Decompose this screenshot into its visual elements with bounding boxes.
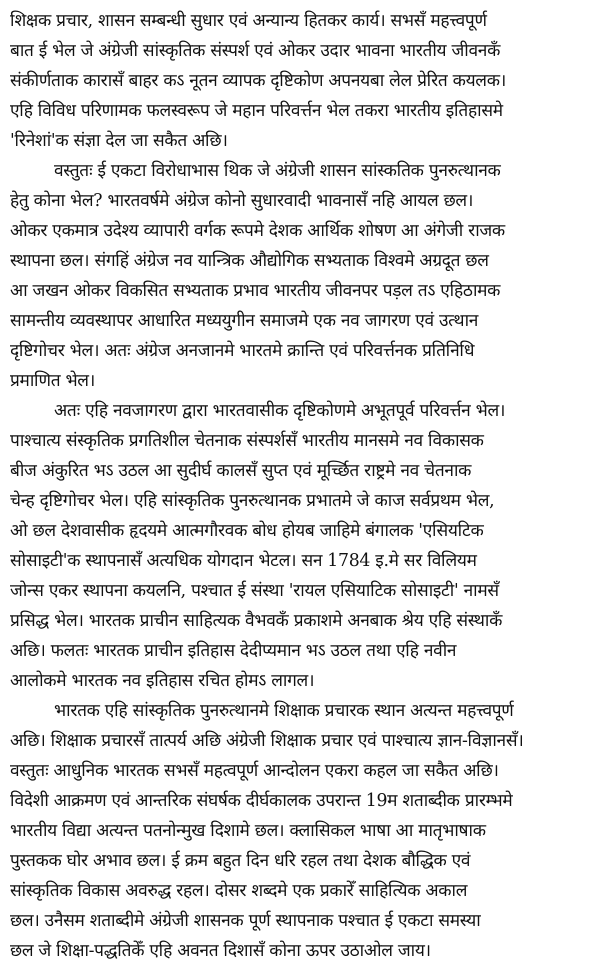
text-line: चेन्ह दृष्टिगोचर भेल। एहि सांस्कृतिक पुनरुत्थानक प्रभातमे जे काज सर्वप्रथम भेल, bbox=[10, 491, 495, 511]
text-line: दृष्टिगोचर भेल। अतः अंग्रेज अनजानमे भारतमे क्रान्ति एवं परिवर्त्तनक प्रतिनिधि bbox=[10, 341, 475, 361]
text-line: अछि। शिक्षाक प्रचारसँ तात्पर्य अछि अंग्रेजी शिक्षाक प्रचार एवं पाश्चात्य ज्ञान-विज्ञानसँ। bbox=[10, 731, 524, 751]
text-line: वस्तुतः ई एकटा विरोधाभास थिक जे अंग्रेजी शासन सांस्कतिक पुनरुत्थानक bbox=[54, 161, 501, 181]
text-line: ओ छल देशवासीक हृदयमे आत्मगौरवक बोध होयब जाहिमे बंगालक 'एसियटिक bbox=[10, 521, 484, 541]
text-line: 'रिनेशां'क संज्ञा देल जा सकैत अछि। bbox=[10, 131, 228, 151]
text-line: बात ई भेल जे अंग्रेजी सांस्कृतिक संस्पर्श एवं ओकर उदार भावना भारतीय जीवनकँ bbox=[10, 41, 501, 61]
text-line: प्रसिद्ध भेल। भारतक प्राचीन साहित्यक वैभवकँ प्रकाशमे अनबाक श्रेय एहि संस्थाकँ bbox=[10, 611, 503, 631]
text-line: छल जे शिक्षा-पद्धतिकेँ एहि अवनत दिशासँ कोना ऊपर उठाओल जाय। bbox=[10, 941, 431, 961]
text-line: अछि। फलतः भारतक प्राचीन इतिहास देदीप्यमान भऽ उठल तथा एहि नवीन bbox=[10, 641, 457, 661]
document-page bbox=[10, 6, 590, 966]
text-line: शिक्षक प्रचार, शासन सम्बन्धी सुधार एवं अन्यान्य हितकर कार्य। सभसँ महत्त्वपूर्ण bbox=[10, 11, 487, 31]
text-line: हेतु कोना भेल? भारतवर्षमे अंग्रेज कोनो सुधारवादी भावनासँ नहि आयल छल। bbox=[10, 191, 474, 211]
text-line: अतः एहि नवजागरण द्वारा भारतवासीक दृष्टिकोणमे अभूतपूर्व परिवर्त्तन भेल। bbox=[54, 401, 506, 421]
paragraph-3 bbox=[10, 396, 590, 696]
text-line: सामन्तीय व्यवस्थापर आधारित मध्ययुगीन समाजमे एक नव जागरण एवं उत्थान bbox=[10, 311, 479, 331]
text-line: भारतीय विद्या अत्यन्त पतनोन्मुख दिशामे छल। क्लासिकल भाषा आ मातृभाषाक bbox=[10, 821, 486, 841]
text-line: सोसाइटी'क स्थापनासँ अत्यधिक योगदान भेटल। सन 1784 इ.मे सर विलियम bbox=[10, 551, 477, 571]
text-line: प्रमाणित भेल। bbox=[10, 371, 95, 391]
text-line: आ जखन ओकर विकसित सभ्यताक प्रभाव भारतीय जीवनपर पड़ल तऽ एहिठामक bbox=[10, 281, 501, 301]
paragraph-4 bbox=[10, 696, 590, 966]
text-line: संकीर्णताक कारासँ बाहर कऽ नूतन व्यापक दृष्टिकोण अपनयबा लेल प्रेरित कयलक। bbox=[10, 71, 506, 91]
text-line: बीज अंकुरित भऽ उठल आ सुदीर्घ कालसँ सुप्त एवं मूर्च्छित राष्ट्रमे नव चेतनाक bbox=[10, 461, 472, 481]
paragraph-2 bbox=[10, 156, 590, 396]
text-line: ओकर एकमात्र उदेश्य व्यापारी वर्गक रूपमे देशक आर्थिक शोषण आ अंगेजी राजक bbox=[10, 221, 505, 241]
text-line: स्थापना छल। संगहिं अंग्रेज नव यान्त्रिक औद्योगिक सभ्यताक विश्वमे अग्रदूत छल bbox=[10, 251, 489, 271]
text-line: पुस्तकक घोर अभाव छल। ई क्रम बहुत दिन धरि रहल तथा देशक बौद्धिक एवं bbox=[10, 851, 471, 871]
text-line: सांस्कृतिक विकास अवरुद्ध रहल। दोसर शब्दमे एक प्रकारेँ साहित्यिक अकाल bbox=[10, 881, 468, 901]
text-line: विदेशी आक्रमण एवं आन्तरिक संघर्षक दीर्घकालक उपरान्त 19म शताब्दीक प्रारम्भमे bbox=[10, 791, 513, 811]
text-line: छल। उनैसम शताब्दीमे अंग्रेजी शासनक पूर्ण स्थापनाक पश्चात ई एकटा समस्या bbox=[10, 911, 481, 931]
text-line: पाश्चात्य संस्कृतिक प्रगतिशील चेतनाक संस्पर्शसँ भारतीय मानसमे नव विकासक bbox=[10, 431, 484, 451]
text-line: जोन्स एकर स्थापना कयलनि, पश्चात ई संस्था 'रायल एसियाटिक सोसाइटी' नामसँ bbox=[10, 581, 499, 601]
paragraph-1 bbox=[10, 6, 590, 156]
text-line: आलोकमे भारतक नव इतिहास रचित होमऽ लागल। bbox=[10, 671, 315, 691]
text-line: एहि विविध परिणामक फलस्वरूप जे महान परिवर्त्तन भेल तकरा भारतीय इतिहासमे bbox=[10, 101, 503, 121]
text-line: भारतक एहि सांस्कृतिक पुनरुत्थानमे शिक्षाक प्रचारक स्थान अत्यन्त महत्त्वपूर्ण bbox=[54, 701, 514, 721]
text-line: वस्तुतः आधुनिक भारतक सभसँ महत्वपूर्ण आन्दोलन एकरा कहल जा सकैत अछि। bbox=[10, 761, 499, 781]
